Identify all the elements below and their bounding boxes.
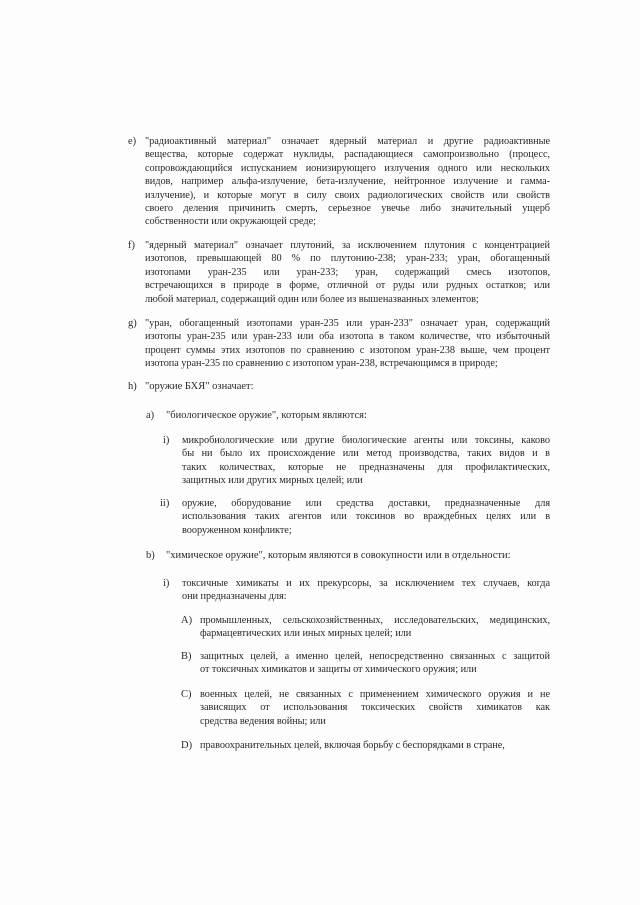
text-line: оружие, оборудование или средства доставки, предназначенные для <box>182 498 550 509</box>
text-line: изотопы уран-235 или уран-233 или оба изотопа в таком количестве, что избыточный <box>145 331 550 343</box>
text-line: сопровождающийся испусканием ионизирующего излучения одного или нескольких <box>145 162 550 174</box>
purpose-marker: B) <box>181 651 192 662</box>
clause-marker: g) <box>128 318 137 329</box>
text-line: встречающихся в природе в форме, отличной от руды или рудных остатков; или <box>145 280 550 292</box>
text-line: они предназначены для: <box>182 591 287 603</box>
clause-marker: h) <box>128 381 137 392</box>
text-line: средства ведения войны; или <box>200 715 326 727</box>
text-line: видов, например альфа-излучение, бета-излучение, нейтронное излучение и гамма- <box>145 176 550 188</box>
clause-text <box>145 239 550 306</box>
text-line: "уран, обогащенный изотопами уран-235 или уран-233" означает уран, содержащий <box>145 318 550 329</box>
subclause-marker: a) <box>146 410 155 421</box>
text-line: излучение), и которые могут в силу своих радиологических свойств или свойств <box>145 189 550 201</box>
purpose-text <box>200 614 550 641</box>
clause-label: "оружие БХЯ" означает: <box>145 381 254 392</box>
text-line: защитных или других мирных целей; или <box>182 475 363 487</box>
purpose-text <box>200 688 550 728</box>
subclause-label: "биологическое оружие", которым являются: <box>166 410 367 421</box>
item-marker: i) <box>163 435 170 446</box>
item-text <box>182 497 550 537</box>
item-marker: ii) <box>160 498 170 509</box>
text-line: промышленных, сельскохозяйственных, исследовательских, медицинских, <box>200 615 550 626</box>
text-line: защитных целей, а именно целей, непосредственно связанных с защитой <box>200 651 550 662</box>
purpose-text <box>200 739 550 752</box>
clause-marker: f) <box>128 240 135 251</box>
text-line: изотопа уран-235 по сравнению с изотопом уран-238, встречающимся в природе; <box>145 358 498 370</box>
text-line: любой материал, содержащий один или более из вышеназванных элементов; <box>145 293 479 305</box>
text-line: "ядерный материал" означает плутоний, за исключением плутония с концентрацией <box>145 240 550 251</box>
purpose-marker: D) <box>181 740 193 751</box>
text-line: собственности или окружающей среде; <box>145 216 316 228</box>
text-line: вооруженном конфликте; <box>182 524 292 536</box>
text-line: военных целей, не связанных с применением химического оружия и не <box>200 689 550 700</box>
text-line: зависящих от использования токсических свойств химикатов как <box>200 702 550 714</box>
item-marker: i) <box>163 578 170 589</box>
text-line: процент суммы этих изотопов по сравнению с изотопом уран-238 выше, чем процент <box>145 344 550 356</box>
text-line: "радиоактивный материал" означает ядерный материал и другие радиоактивные <box>145 136 550 147</box>
clause-marker: e) <box>128 136 137 147</box>
text-line: вещества, которые содержат нуклиды, распадающиеся самопроизвольно (процесс, <box>145 149 550 161</box>
text-line: от токсичных химикатов и защиты от химического оружия; или <box>200 664 477 676</box>
purpose-marker: A) <box>181 615 193 626</box>
text-line: таких количествах, которые не предназначены для профилактических, <box>182 461 550 473</box>
text-line: бы ни было их происхождение или метод производства, таких видов и в <box>182 448 550 460</box>
purpose-marker: C) <box>181 689 192 700</box>
subclause-label: "химическое оружие", которым являются в совокупности или в отдельности: <box>166 550 511 561</box>
text-line: изотопами уран-235 или уран-233; уран, содержащий смесь изотопов, <box>145 266 550 278</box>
subclause-marker: b) <box>146 550 155 561</box>
text-line: токсичные химикаты и их прекурсоры, за исключением тех случаев, когда <box>182 578 550 589</box>
purpose-text <box>200 650 550 677</box>
text-line: фармацевтических или иных мирных целей; или <box>200 628 412 640</box>
text-line: правоохранительных целей, включая борьбу с беспорядками в стране, <box>200 740 505 751</box>
text-line: микробиологические или другие биологические агенты или токсины, каково <box>182 435 550 446</box>
item-text <box>182 577 550 604</box>
text-line: изотопов, превышающей 80 % по плутонию-238; уран-233; уран, обогащенный <box>145 253 550 265</box>
clause-text <box>145 317 550 371</box>
text-line: своего деления причинить смерть, серьезное увечье либо значительный ущерб <box>145 202 550 214</box>
clause-text <box>145 135 550 229</box>
item-text <box>182 434 550 488</box>
text-line: использования таких агентов или токсинов во враждебных целях или в <box>182 511 550 523</box>
